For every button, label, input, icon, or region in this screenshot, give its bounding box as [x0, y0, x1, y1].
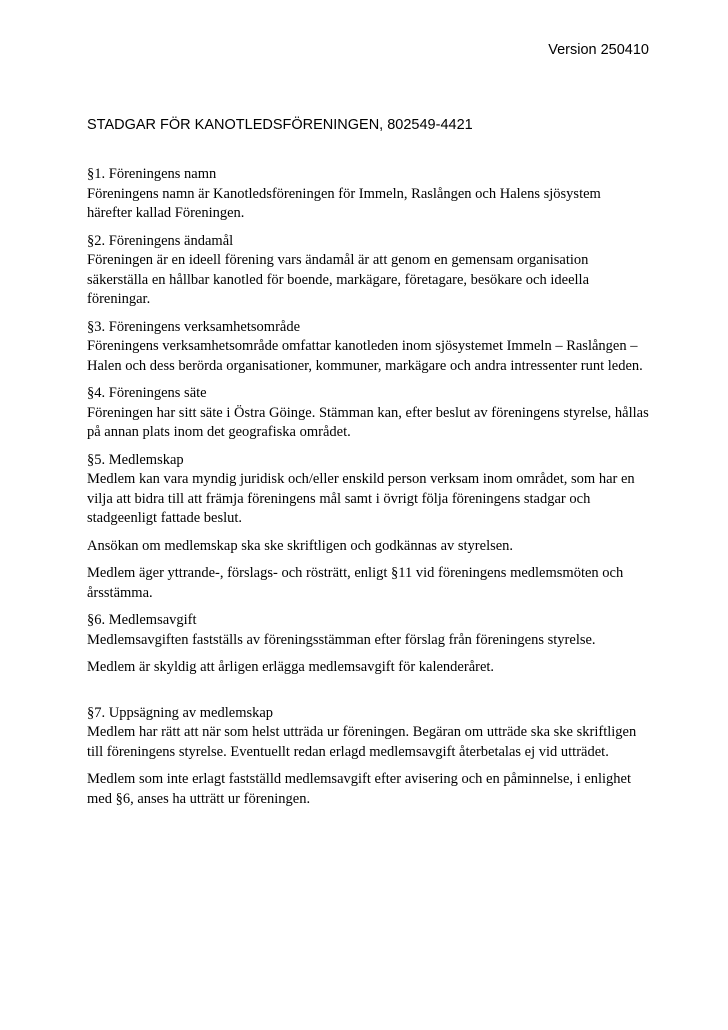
paragraph: Föreningen har sitt säte i Östra Göinge. Stämman kan, efter beslut av föreningens styrelse, hållas på annan plats inom det geografiska området. — [87, 404, 649, 440]
section-3 — [87, 318, 649, 377]
paragraph: Medlem är skyldig att årligen erlägga medlemsavgift för kalenderåret. — [87, 659, 495, 675]
section-7-heading: §7. Uppsägning av medlemskap — [87, 704, 274, 721]
section-1 — [87, 165, 649, 224]
section-1-heading: §1. Föreningens namn — [87, 166, 217, 182]
paragraph: Ansökan om medlemskap ska ske skriftligen och godkännas av styrelsen. — [87, 537, 514, 554]
paragraph: Medlem har rätt att när som helst utträda ur föreningen. Begäran om utträde ska ske skriftligen till föreningens styrelse. Eventuellt redan erlagd medlemsavgift återbetalas ej vid utträdet. — [87, 724, 637, 760]
paragraph: Föreningens namn är Kanotledsföreningen för Immeln, Raslången och Halens sjösystem härefter kallad Föreningen. — [87, 185, 601, 221]
document-title: STADGAR FÖR KANOTLEDSFÖRENINGEN, 802549-4421 — [87, 116, 473, 133]
section-7 — [87, 704, 649, 810]
paragraph: Föreningens verksamhetsområde omfattar kanotleden inom sjösystemet Immeln – Raslången – Halen och dess berörda organisationer, kommuner, markägare och andra intressenter runt leden. — [87, 338, 643, 374]
paragraph: Föreningen är en ideell förening vars ändamål är att genom en gemensam organisation säkerställa en hållbar kanotled för boende, markägare, företagare, besökare och ideella föreningar. — [87, 252, 590, 307]
section-4 — [87, 384, 649, 443]
section-2-heading: §2. Föreningens ändamål — [87, 232, 234, 249]
section-6-heading: §6. Medlemsavgift — [87, 612, 197, 628]
paragraph: Medlem som inte erlagt fastställd medlemsavgift efter avisering och en påminnelse, i enlighet med §6, anses ha utträtt ur föreningen. — [87, 771, 631, 807]
paragraph: Medlem kan vara myndig juridisk och/eller enskild person verksam inom området, som har en vilja att bidra till att främja föreningens mål samt i övrigt följa föreningens stadgar och stadgeenligt fattade beslut. — [87, 471, 635, 526]
section-5-heading: §5. Medlemskap — [87, 451, 184, 468]
section-6 — [87, 611, 649, 678]
paragraph: Medlemsavgiften fastställs av föreningsstämman efter förslag från föreningens styrelse. — [87, 631, 596, 648]
paragraph: Medlem äger yttrande-, förslags- och rösträtt, enligt §11 vid föreningens medlemsmöten och årsstämma. — [87, 565, 624, 601]
section-4-heading: §4. Föreningens säte — [87, 385, 207, 401]
section-5 — [87, 451, 649, 604]
version-label: Version 250410 — [548, 42, 649, 58]
section-2 — [87, 232, 649, 310]
section-3-heading: §3. Föreningens verksamhetsområde — [87, 318, 301, 335]
